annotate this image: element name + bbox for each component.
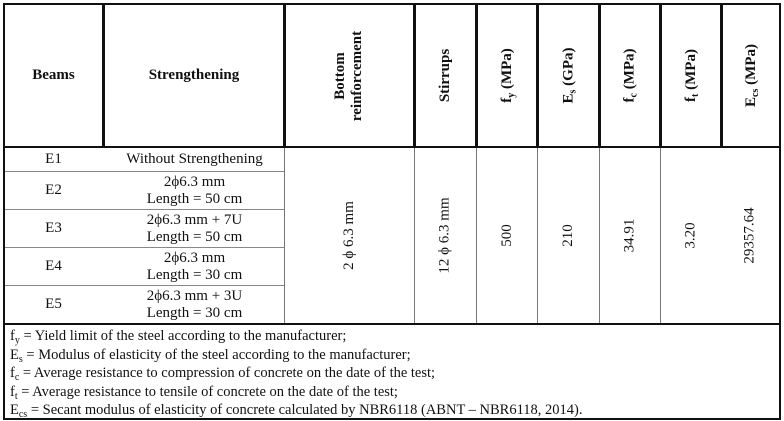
note-ft: $f_t$ = Average resistance to tensile of concrete on the date of the test; — [10, 383, 398, 402]
table-row-strengthening: 2ϕ6.3 mm Length = 50 cm — [146, 173, 243, 207]
header-strengthening: Strengthening — [148, 67, 240, 83]
header-ft: $f_t$ (MPa) — [682, 49, 701, 102]
table-row-strengthening: 2ϕ6.3 mm + 7U Length = 50 cm — [146, 211, 243, 245]
table-row-beam: E1 — [45, 151, 62, 167]
body-bottom-rule — [5, 323, 779, 325]
cell-fc: 34.91 — [621, 218, 638, 253]
table-row-strengthening: 2ϕ6.3 mm + 3U Length = 30 cm — [146, 287, 243, 321]
header-ecs: $E_{cs}$ (MPa) — [742, 44, 761, 107]
note-es: $E_s$ = Modulus of elasticity of the steel according to the manufacturer; — [10, 346, 411, 365]
cell-fy: 500 — [498, 224, 515, 247]
cell-bottom-reinforcement: 2 ϕ 6.3 mm — [340, 201, 357, 270]
note-fy: $f_y$ = Yield limit of the steel according to the manufacturer; — [10, 328, 347, 346]
table-row-strengthening: 2ϕ6.3 mm Length = 30 cm — [146, 249, 243, 283]
header-fc: $f_c$ (MPa) — [621, 48, 640, 103]
header-fy: $f_y$ (MPa) — [498, 48, 517, 103]
table-row-beam: E4 — [45, 258, 62, 274]
properties-table — [3, 3, 781, 420]
cell-stirrups: 12 ϕ 6.3 mm — [437, 197, 454, 274]
header-stirrups: Stirrups — [437, 48, 453, 103]
table-row-beam: E2 — [45, 182, 62, 198]
cell-es: 210 — [560, 224, 576, 247]
cell-ecs: 29357.64 — [741, 207, 758, 264]
header-beams: Beams — [32, 67, 75, 83]
table-row-beam: E3 — [45, 220, 62, 236]
note-ecs: $E_{cs}$ = Secant modulus of elasticity of concrete calculated by NBR6118 (ABNT – NBR6118, 2014). — [10, 402, 583, 421]
cell-ft: 3.20 — [682, 222, 699, 249]
table-row-strengthening: Without Strengthening — [126, 151, 263, 167]
table-notes — [10, 327, 583, 420]
note-fc: $f_c$ = Average resistance to compression of concrete on the date of the test; — [10, 365, 436, 384]
table-row-beam: E5 — [45, 296, 62, 312]
header-es: $E_s$ (GPa) — [560, 47, 578, 104]
header-bottom-reinforcement: Bottom reinforcement — [332, 30, 366, 121]
